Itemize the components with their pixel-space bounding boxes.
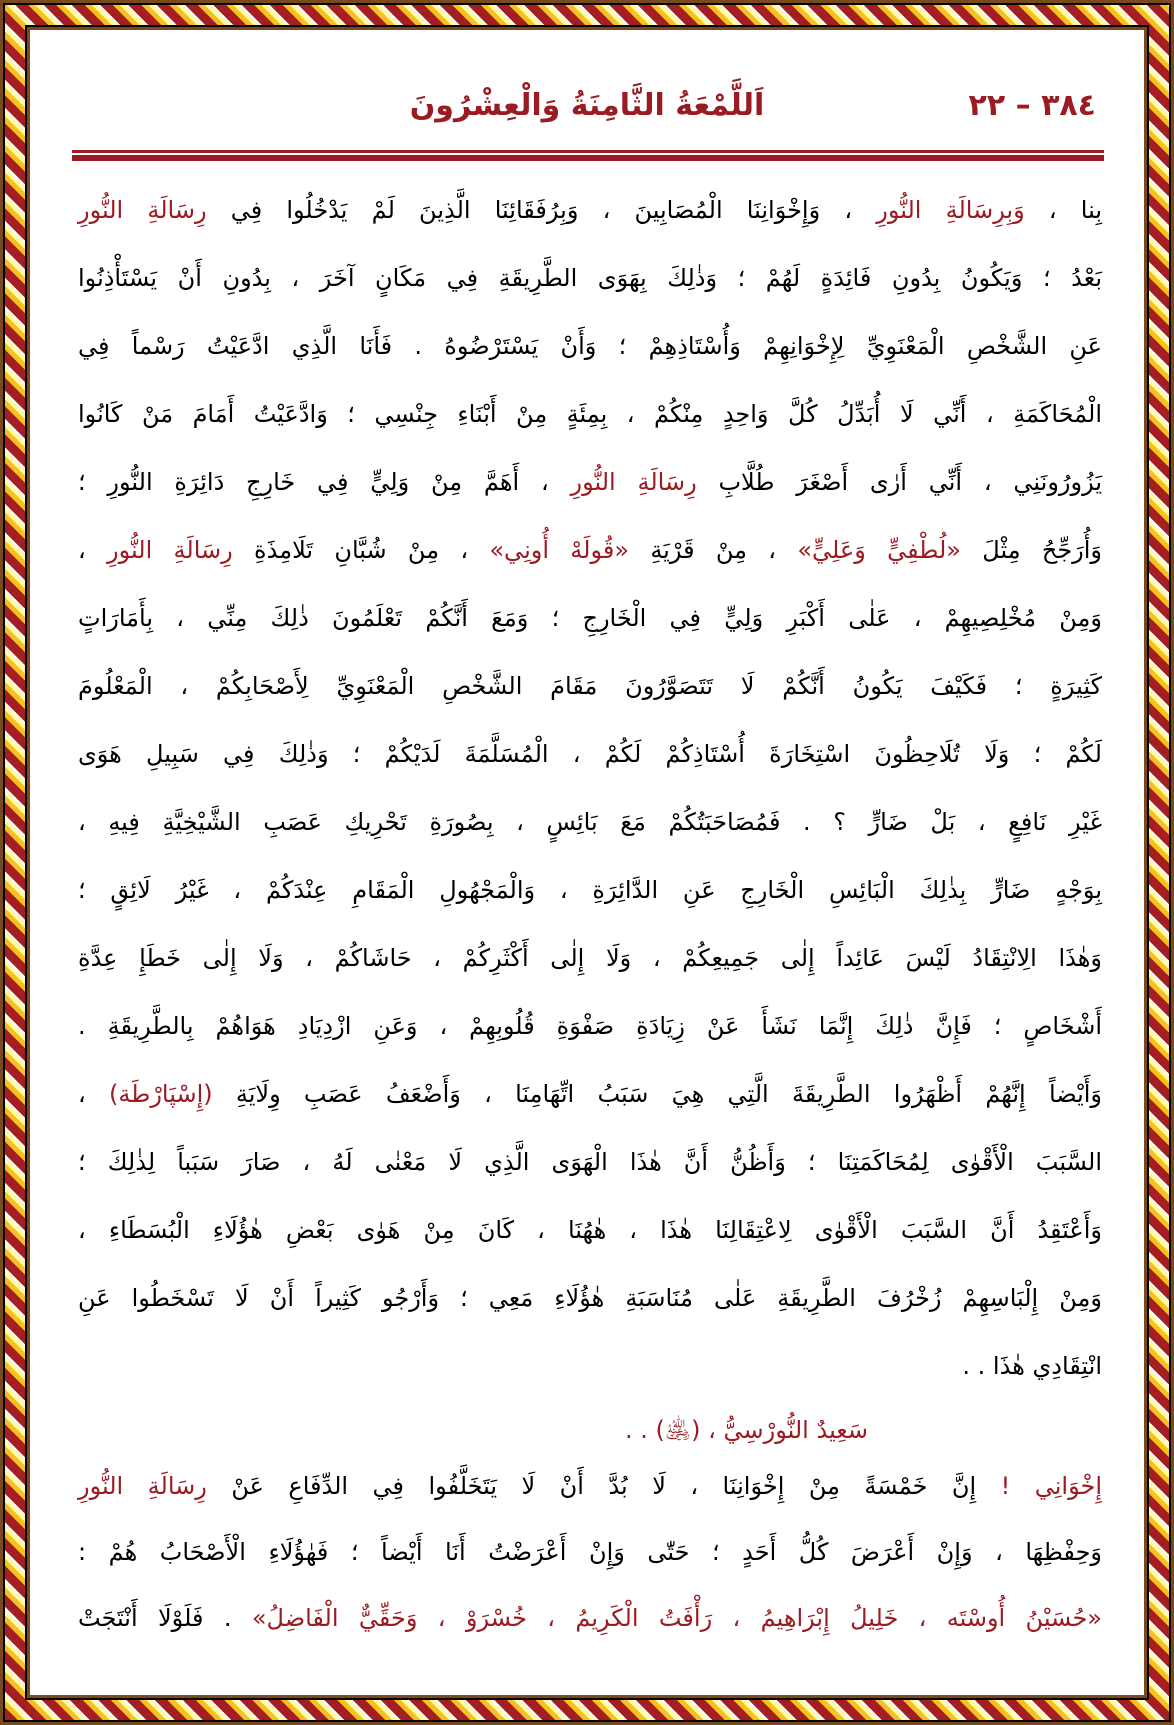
highlighted-text: إِخْوَانِي ! bbox=[1000, 1472, 1102, 1500]
text-line bbox=[78, 1074, 1102, 1114]
text-segment: انْتِقَادِي هٰذَا . . bbox=[962, 1352, 1102, 1380]
text-segment: الْمُحَاكَمَةِ ، أَنِّي لَا أُبَدِّلُ كُلَّ وَاحِدٍ مِنْكُمْ ، بِمِئَةٍ مِنْ أَبْنَاءِ جِنْسِي ؛ وَادَّعَيْتُ أَمَامَ مَنْ كَانُوا bbox=[78, 400, 1102, 428]
text-segment: بِوَجْهٍ ضَارٍّ بِذٰلِكَ الْبَائِسِ الْخَارِجِ عَنِ الدَّائِرَةِ ، وَالْمَجْهُولِ الْمَقَامِ عِنْدَكُمْ ، غَيْرُ لَائِقٍ ؛ bbox=[78, 876, 1102, 904]
text-line bbox=[78, 190, 1102, 230]
highlighted-text: «قُولَهْ أُونِي» bbox=[489, 536, 630, 564]
text-segment: وَمِنْ إِلْبَاسِهِمْ زُخْرُفَ الطَّرِيقَةِ عَلٰى مُنَاسَبَةِ هٰؤُلَاءِ مَعِي ؛ وَأَرْجُو كَثِيراً أَنْ لَا تَسْخَطُوا عَنِ bbox=[78, 1284, 1102, 1312]
text-segment: ، bbox=[78, 536, 108, 564]
text-line bbox=[78, 734, 1102, 774]
header-rule bbox=[72, 155, 1104, 161]
text-segment: أَشْخَاصٍ ؛ فَإِنَّ ذٰلِكَ إِنَّمَا نَشَأَ عَنْ زِيَادَةِ صَفْوَةِ قُلُوبِهِمْ ، وَعَنِ ازْدِيَادِ هَوَاهُمْ بِالطَّرِيقَةِ . bbox=[78, 1012, 1102, 1040]
text-segment: لَكُمْ ؛ وَلَا تُلَاحِظُونَ اسْتِخَارَةَ أُسْتَاذِكُمْ لَكُمْ ، الْمُسَلَّمَةَ لَدَيْكُمْ ؛ وَذٰلِكَ فِي سَبِيلِ هَوَى bbox=[78, 740, 1102, 768]
text-segment: عَنِ الشَّخْصِ الْمَعْنَوِيِّ لِإِخْوَانِهِمْ وَأُسْتَاذِهِمْ ؛ وَأَنْ يَسْتَرْضُوهُ . فَأَنَا الَّذِي ادَّعَيْتُ رَسْماً فِي bbox=[78, 332, 1102, 360]
text-line bbox=[78, 1346, 1102, 1386]
text-line bbox=[78, 1142, 1102, 1182]
text-line bbox=[78, 802, 1102, 842]
text-line bbox=[78, 598, 1102, 638]
highlighted-text: «حُسَيْنُ أُوسْتَه ، خَلِيلُ إِبْرَاهِيمُ ، رَأْفَتُ الْكَرِيمُ ، خُسْرَوْ ، وَحَقِّيٌّ الْفَاضِلُ» bbox=[251, 1604, 1102, 1632]
text-segment: كَثِيرَةٍ ؛ فَكَيْفَ يَكُونُ أَنَّكُمْ لَا تَتَصَوَّرُونَ مَقَامَ الشَّخْصِ الْمَعْنَوِيِّ لِأَصْحَابِكُمْ ، الْمَعْلُومَ bbox=[78, 672, 1102, 700]
text-segment: ، مِنْ شُبَّانِ تَلَامِذَةِ bbox=[232, 536, 490, 564]
highlighted-text: رِسَالَةِ النُّورِ bbox=[107, 536, 233, 564]
text-line bbox=[78, 1466, 1102, 1506]
highlighted-text: وَبِرِسَالَةِ النُّورِ bbox=[876, 196, 1025, 224]
highlighted-text: (إِسْپَارْطَة) bbox=[108, 1080, 213, 1108]
signature: سَعِيدٌ النُّورْسِيُّ ، (﵁) . . bbox=[625, 1416, 868, 1444]
text-segment: وَأَعْتَقِدُ أَنَّ السَّبَبَ الْأَقْوٰى لِاعْتِقَالِنَا هٰذَا ، هٰهُنَا ، كَانَ مِنْ هَوٰى بَعْضِ هٰؤُلَاءِ الْبُسَطَاءِ ، bbox=[78, 1216, 1102, 1244]
text-segment: ، bbox=[78, 1080, 109, 1108]
text-segment: وَأَيْضاً إِنَّهُمْ أَظْهَرُوا الطَّرِيقَةَ الَّتِي هِيَ سَبَبُ اتِّهَامِنَا ، وَأَضْعَفُ عَصَبِ وِلَايَةِ bbox=[212, 1080, 1103, 1108]
text-line bbox=[78, 1598, 1102, 1638]
header-rule bbox=[72, 150, 1104, 153]
text-line bbox=[78, 1278, 1102, 1318]
highlighted-text: رِسَالَةِ النُّورِ bbox=[78, 196, 207, 224]
text-segment: السَّبَبَ الْأَقْوٰى لِمُحَاكَمَتِنَا ؛ وَأَظُنُّ أَنَّ هٰذَا الْهَوَى الَّذِي لَا مَعْنٰى لَهُ ، صَارَ سَبَباً لِذٰلِكَ ؛ bbox=[78, 1148, 1102, 1176]
text-segment: وَأُرَجِّحُ مِثْلَ bbox=[961, 536, 1103, 564]
text-segment: غَيْرِ نَافِعٍ ، بَلْ ضَارٍّ ؟ . فَمُصَاحَبَتُكُمْ مَعَ بَائِسٍ ، بِصُورَةِ تَحْرِيكِ عَصَبِ الشَّيْخِيَّةِ فِيهِ ، bbox=[78, 808, 1102, 836]
highlighted-text: «لُطْفِيٍّ وَعَلِيٍّ» bbox=[797, 536, 961, 564]
text-segment: ، أَهَمَّ مِنْ وَلِيٍّ فِي خَارِجِ دَائِرَةِ النُّورِ ؛ bbox=[78, 468, 571, 496]
text-segment: ، مِنْ قَرْيَةِ bbox=[629, 536, 798, 564]
text-line bbox=[78, 326, 1102, 366]
text-segment: وَحِفْظِهَا ، وَإِنْ أَعْرَضَ كُلُّ أَحَدٍ ؛ حَتّٰى وَإِنْ أَعْرَضْتُ أَنَا أَيْضاً ؛ فَهٰؤُلَاءِ الْأَصْحَابُ هُمْ : bbox=[78, 1538, 1102, 1566]
text-segment: إِنَّ خَمْسَةً مِنْ إِخْوَانِنَا ، لَا بُدَّ أَنْ لَا يَتَخَلَّفُوا فِي الدِّفَاعِ عَنْ bbox=[206, 1472, 1001, 1500]
text-line bbox=[78, 1532, 1102, 1572]
text-line bbox=[78, 394, 1102, 434]
text-line bbox=[78, 870, 1102, 910]
text-line bbox=[78, 938, 1102, 978]
text-line bbox=[78, 666, 1102, 706]
text-line bbox=[78, 258, 1102, 298]
highlighted-text: رِسَالَةِ النُّورِ bbox=[78, 1472, 207, 1500]
text-segment: . فَلَوْلَا أَنْتَجَتْ bbox=[78, 1604, 252, 1632]
page-number: ٣٨٤ – ٢٢ bbox=[968, 88, 1096, 123]
text-line bbox=[78, 530, 1102, 570]
text-line bbox=[78, 1006, 1102, 1046]
text-line bbox=[78, 1210, 1102, 1250]
text-segment: ، وَإِخْوَانِنَا الْمُصَابِينَ ، وَبِرُفَقَائِنَا الَّذِينَ لَمْ يَدْخُلُوا فِي bbox=[206, 196, 877, 224]
text-line bbox=[78, 462, 1102, 502]
text-segment: بِنا ، bbox=[1024, 196, 1103, 224]
text-segment: يَزُورُونَنِي ، أَنِّي أَرٰى أَصْغَرَ طُلَّابِ bbox=[696, 468, 1103, 496]
page-title: اَللَّمْعَةُ الثَّامِنَةُ وَالْعِشْرُونَ bbox=[409, 88, 765, 123]
text-segment: وَمِنْ مُخْلِصِيهِمْ ، عَلٰى أَكْبَرِ وَلِيٍّ فِي الْخَارِجِ ؛ وَمَعَ أَنَّكُمْ تَعْلَمُونَ ذٰلِكَ مِنِّي ، بِأَمَارَاتٍ bbox=[78, 604, 1102, 632]
text-segment: بَعْدُ ؛ وَيَكُونُ بِدُونِ فَائِدَةٍ لَهُمْ ؛ وَذٰلِكَ بِهَوَى الطَّرِيقَةِ فِي مَكَانٍ آخَرَ ، بِدُونِ أَنْ يَسْتَأْذِنُوا bbox=[78, 264, 1102, 292]
text-segment: وَهٰذَا الِانْتِقَادُ لَيْسَ عَائِداً إِلٰى جَمِيعِكُمْ ، وَلَا إِلٰى أَكْثَرِكُمْ ، حَاشَاكُمْ ، وَلَا إِلٰى خَطَإِ عِدَّةِ bbox=[78, 944, 1102, 972]
highlighted-text: رِسَالَةِ النُّورِ bbox=[570, 468, 697, 496]
